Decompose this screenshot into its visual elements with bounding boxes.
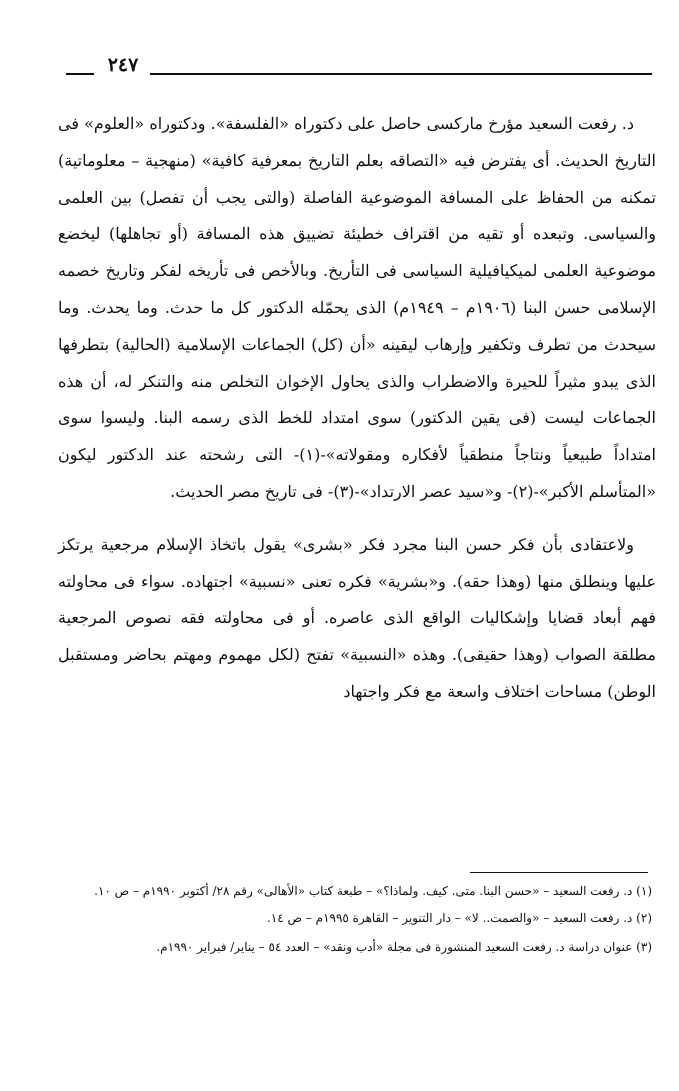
footnotes	[40, 878, 652, 961]
header-rule-short	[66, 73, 94, 75]
paragraph-2: ولاعتقادى بأن فكر حسن البنا مجرد فكر «بشرى» يقول باتخاذ الإسلام مرجعية يرتكز عليها وينطلق منها (وهذا حقه). و«بشرية» فكره تعنى «نسبية» اجتهاده. سواء فى محاولته فهم أبعاد قضايا وإشكاليات الواقع الذى عاصره. أو فى محاولته فقه نصوص المرجعية مطلقة الصواب (وهذا حقيقى). وهذه «النسبية» تفتح (لكل مهموم ومهتم بحاضر ومستقبل الوطن) مساحات اختلاف واسعة مع فكر واجتهاد	[58, 534, 656, 701]
footnote-separator	[470, 872, 648, 873]
header-rule-long	[150, 73, 652, 75]
paragraph-1: د. رفعت السعيد مؤرخ ماركسى حاصل على دكتوراه «الفلسفة». ودكتوراه «العلوم» فى التاريخ الحديث. أى يفترض فيه «التصاقه بعلم التاريخ بمعرفية كافية» (منهجية – معلوماتية) تمكنه من الحفاظ على المسافة الموضوعية الفاصلة (والتى يجب أن تفصل) بين العلمى والسياسى. وتبعده أو تقيه من اقتراف خطيئة تضييق هذه المسافة (أو تجاهلها) ليخضع موضوعية العلمى لميكيافيلية السياسى فى التأريخ. وبالأخص فى تأريخه لفكر وتاريخ خصمه الإسلامى حسن البنا (١٩٠٦م – ١٩٤٩م) الذى يحمّله الدكتور كل ما حدث. وما يحدث. وما سيحدث من تطرف وتكفير وإرهاب ليقينه «أن (كل) الجماعات الإسلامية (الحالية) بتطرفها الذى يبدو مثيراً للحيرة والاضطراب والذى يحاول الإخوان التخلص منه والتنكر له، أن هذه الجماعات ليست (فى يقين الدكتور) سوى امتداد للخط الذى رسمه البنا. وليسوا سوى امتداداً طبيعياً ونتاجاً منطقياً لأفكاره ومقولاته»-(١)- التى رشحته عند الدكتور ليكون «المتأسلم الأكبر»-(٢)- و«سيد عصر الارتداد»-(٣)- فى تاريخ مصر الحديث.	[58, 114, 657, 501]
footnote-2: (٢) د. رفعت السعيد – «والصمت.. لا» – دار التنوير – القاهرة ١٩٩٥م – ص ١٤.	[266, 911, 652, 925]
page-number: ٢٤٧	[107, 54, 139, 76]
footnote-1: (١) د. رفعت السعيد – «حسن البنا. متى. كيف. ولماذا؟» – طبعة كتاب «الأهالى» رقم ٢٨/ أكتوبر ١٩٩٠م – ص ١٠.	[94, 884, 652, 898]
body-text	[58, 106, 656, 711]
footnote-3: (٣) عنوان دراسة د. رفعت السعيد المنشورة فى مجلة «أدب ونقد» – العدد ٥٤ – يناير/ فبراير ١٩٩٠م.	[156, 940, 652, 954]
page-header	[66, 52, 652, 80]
